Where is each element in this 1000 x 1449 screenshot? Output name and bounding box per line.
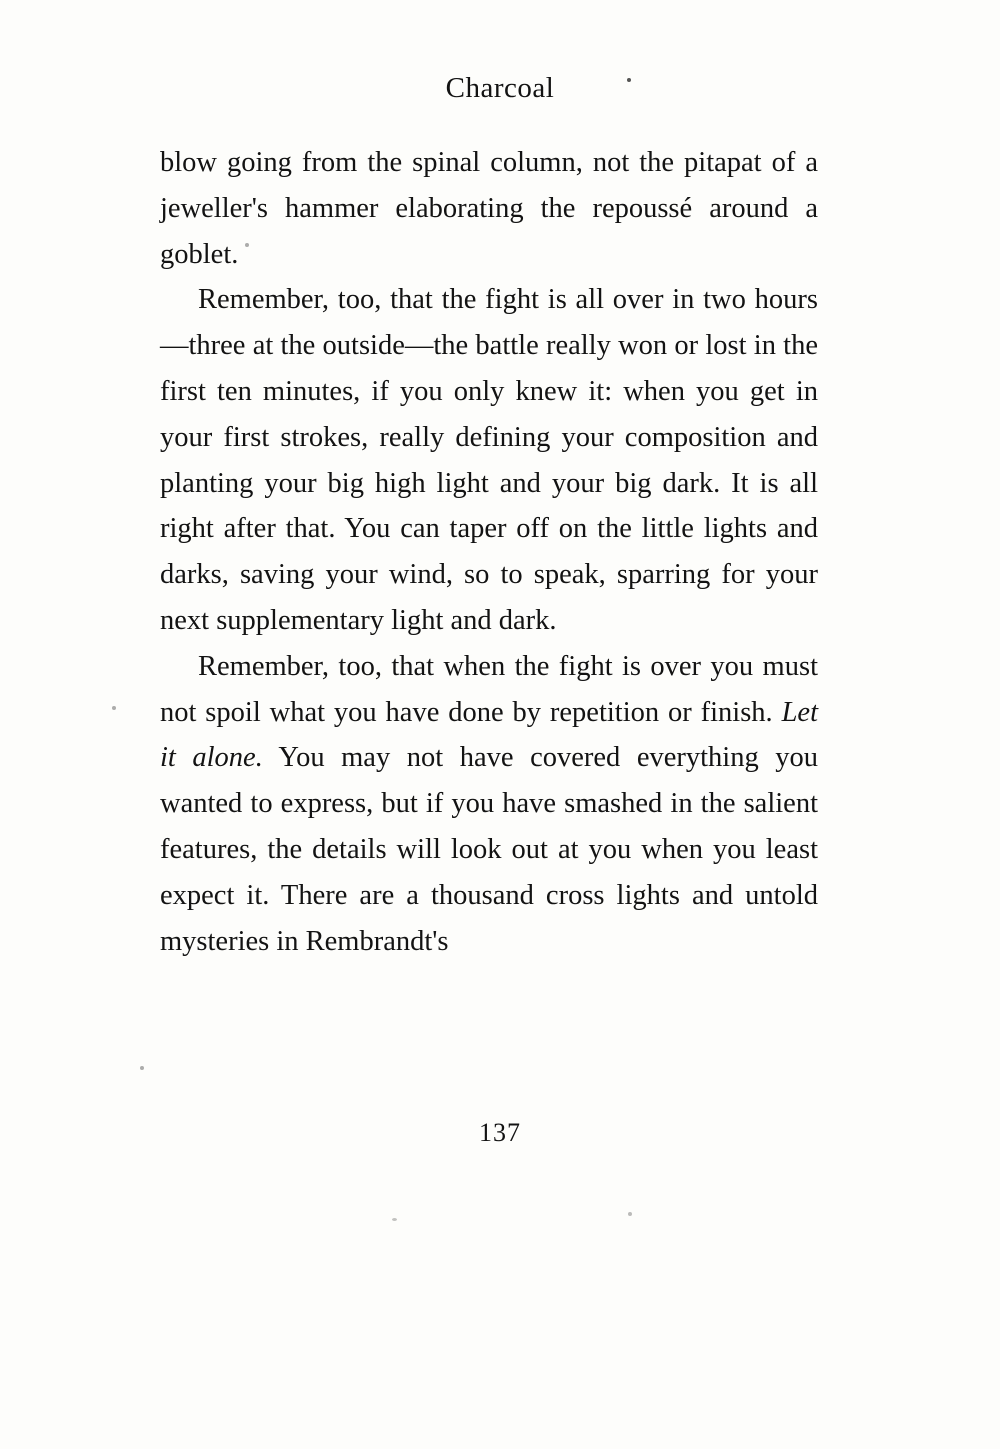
paragraph-2: Remember, too, that the fight is all over in two hours—three at the outside—the battle really won or lost in the first ten minutes, if you only knew it: when you get in your first strokes, really defining your composition and planting your big high light and your big dark. It is all right after that. You can taper off on the little lights and darks, saving your wind, so to speak, sparring for your next supplementary light and dark. bbox=[160, 284, 818, 636]
page-number: 137 bbox=[479, 1118, 521, 1147]
paragraph-3-part-1: Remember, too, that when the fight is over you must not spoil what you have done by repetition or finish. bbox=[160, 650, 818, 728]
body-text bbox=[160, 140, 818, 964]
paper-speck-icon bbox=[628, 1212, 632, 1216]
running-head: Charcoal bbox=[445, 72, 555, 104]
paragraph-3-part-2: You may not have covered everything you wanted to express, but if you have smashed in the salient features, the details will look out at you when you least expect it. There are a thousand cross lights and untold mysteries in Rembrandt's bbox=[160, 742, 818, 957]
page-speck-icon bbox=[627, 78, 631, 82]
paper-speck-icon bbox=[392, 1218, 397, 1221]
paragraph-3-emphasis: Let it alone. bbox=[160, 696, 818, 774]
paragraph-3 bbox=[160, 644, 818, 965]
paragraph-1: blow going from the spinal column, not the pitapat of a jeweller's hammer elaborating the repoussé around a goblet. bbox=[160, 147, 818, 270]
paper-speck-icon bbox=[140, 1066, 144, 1070]
paper-speck-icon bbox=[245, 243, 249, 247]
paper-speck-icon bbox=[112, 706, 116, 710]
